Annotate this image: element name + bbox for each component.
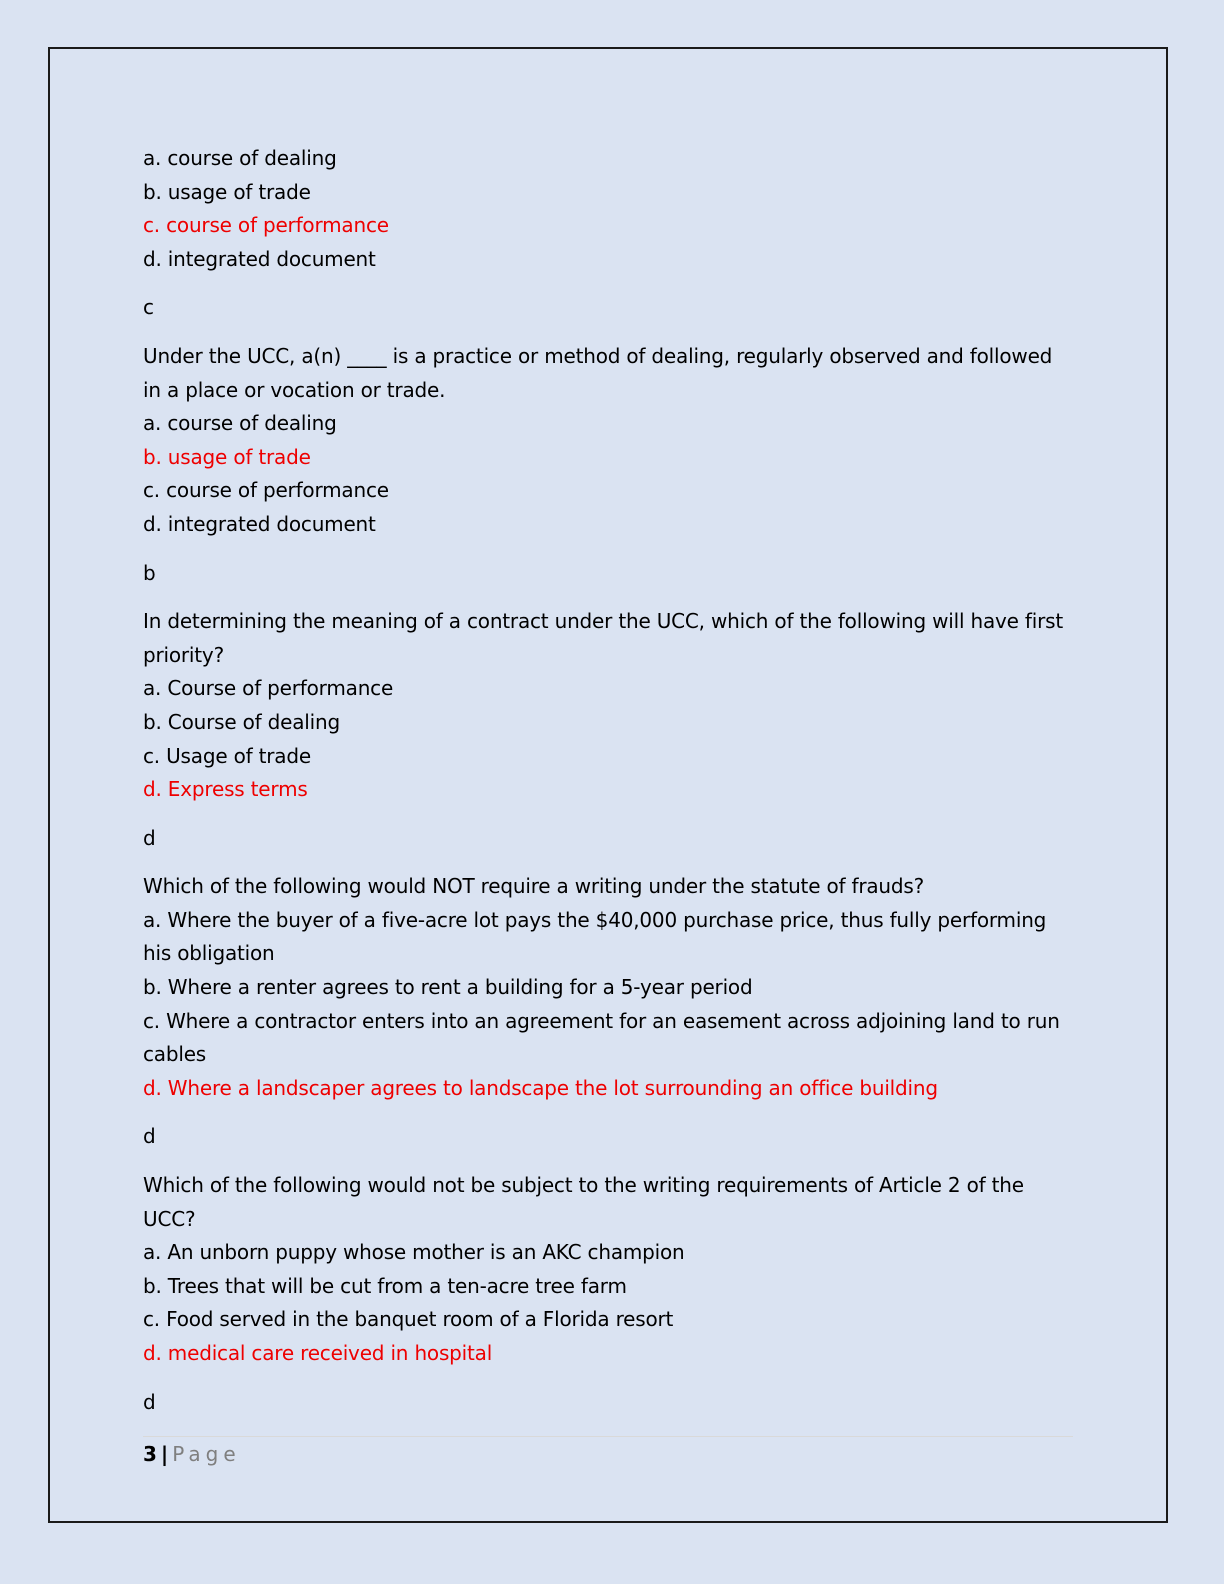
option-d-correct: d. medical care received in hospital [143, 1341, 493, 1365]
question-text: Which of the following would not be subject to the writing requirements of Article 2 of the UCC? [143, 1173, 1024, 1231]
option-d: d. integrated document [143, 246, 376, 271]
answer-letter: d [143, 1124, 156, 1149]
answer-letter: d [143, 825, 156, 850]
option-d-correct: d. Express terms [143, 777, 308, 802]
option-c: c. course of performance [143, 478, 389, 503]
footer-separator: | [160, 1442, 169, 1466]
option-b: b. usage of trade [143, 179, 311, 204]
answer-letter: d [143, 1389, 156, 1414]
answer-letter: b [143, 560, 156, 585]
question-block-3 [143, 605, 1073, 807]
question-block-2 [143, 340, 1073, 542]
option-d-correct: d. Where a landscaper agrees to landscape the lot surrounding an office building [143, 1075, 938, 1100]
option-a: a. course of dealing [143, 146, 337, 170]
page-footer [143, 1440, 241, 1468]
option-c: c. Usage of trade [143, 743, 311, 768]
answer-letter: c [143, 295, 154, 320]
option-b: b. Where a renter agrees to rent a building for a 5-year period [143, 975, 753, 1000]
page-label: Page [172, 1442, 241, 1466]
option-b: b. Trees that will be cut from a ten-acre tree farm [143, 1273, 627, 1298]
option-a: a. course of dealing [143, 411, 337, 436]
question-text: Which of the following would NOT require a writing under the statute of frauds? [143, 874, 925, 899]
question-block-5 [143, 1169, 1073, 1371]
option-c: c. Where a contractor enters into an agreement for an easement across adjoining land to run cables [143, 1008, 1060, 1067]
option-a: a. An unborn puppy whose mother is an AKC champion [143, 1240, 685, 1265]
page-number: 3 [143, 1442, 157, 1466]
question-block-4 [143, 870, 1073, 1105]
document-body [143, 142, 1073, 1434]
option-b-correct: b. usage of trade [143, 444, 311, 469]
option-c-correct: c. course of performance [143, 213, 389, 238]
question-block-1 [143, 142, 1073, 276]
option-b: b. Course of dealing [143, 709, 340, 734]
question-text: Under the UCC, a(n) ____ is a practice or method of dealing, regularly observed and followed in a place or vocation or trade. [143, 343, 1053, 402]
option-d: d. integrated document [143, 511, 376, 536]
option-c: c. Food served in the banquet room of a Florida resort [143, 1307, 674, 1332]
option-a: a. Where the buyer of a five-acre lot pays the $40,000 purchase price, thus fully performing his obligation [143, 907, 1047, 966]
option-a: a. Course of performance [143, 676, 394, 701]
footer-divider [143, 1436, 1073, 1437]
question-text: In determining the meaning of a contract under the UCC, which of the following will have first priority? [143, 609, 1063, 667]
